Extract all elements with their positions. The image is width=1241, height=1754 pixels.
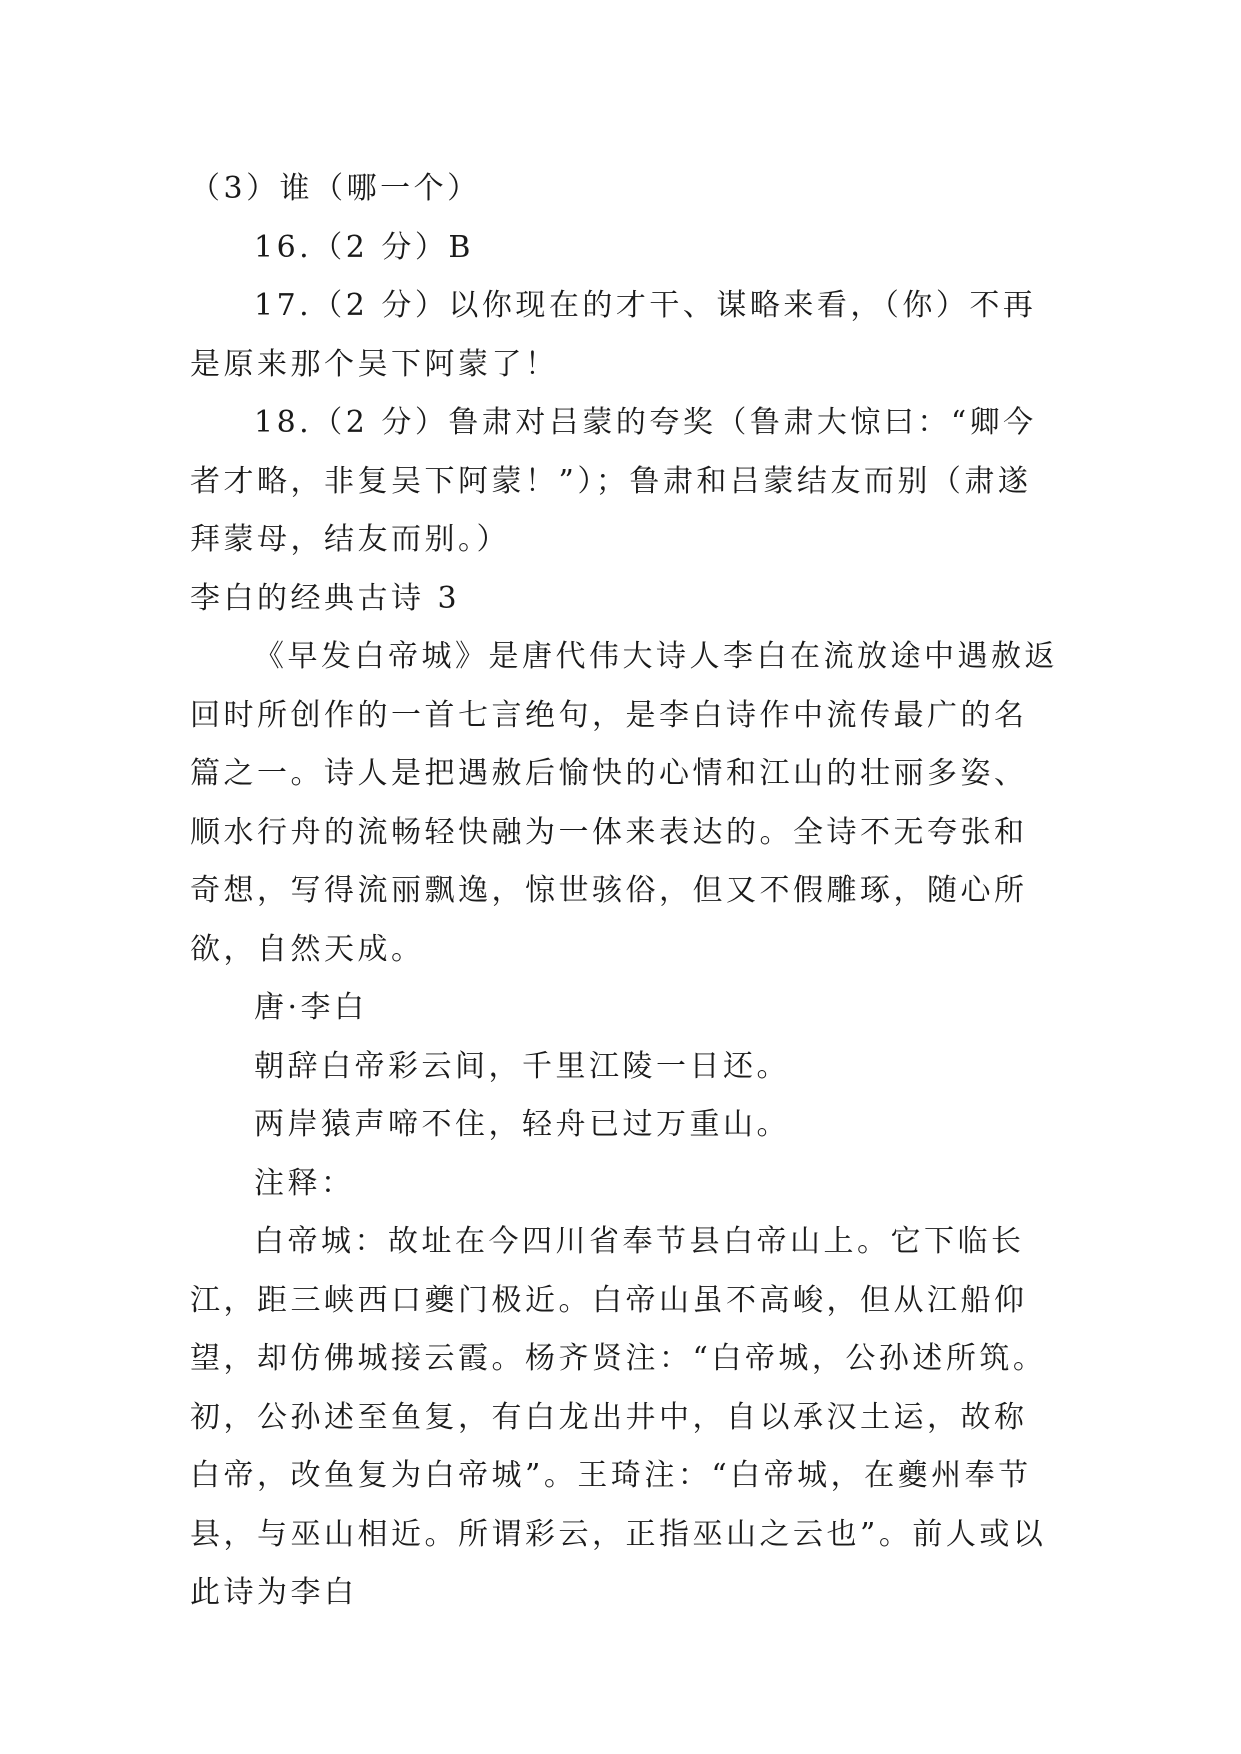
notes-heading: 注释： — [254, 1165, 355, 1201]
answer-17-paragraph: 17.（2 分）以你现在的才干、谋略来看，（你）不再是原来那个吴下阿蒙了！ — [190, 288, 1037, 382]
answer-16-paragraph: 16.（2 分）B — [254, 229, 474, 265]
answer-3-paragraph: （3）谁（哪一个） — [190, 171, 481, 206]
answer-18-paragraph: 18.（2 分）鲁肃对吕蒙的夸奖（鲁肃大惊曰：“卿今者才略，非复吴下阿蒙！”）；鲁肃和吕蒙结友而别（肃遂拜蒙母，结友而别。） — [190, 405, 1037, 557]
poem-line-2: 两岸猿声啼不住，轻舟已过万重山。 — [254, 1107, 790, 1142]
section-title: 李白的经典古诗 3 — [190, 580, 461, 616]
author-line: 唐·李白 — [254, 990, 368, 1025]
poem-line-1: 朝辞白帝彩云间，千里江陵一日还。 — [254, 1048, 790, 1084]
note-baidicheng-paragraph: 白帝城：故址在今四川省奉节县白帝山上。它下临长江，距三峡西口夔门极近。白帝山虽不高峻，但从江船仰望，却仿佛城接云霞。杨齐贤注：“白帝城，公孙述所筑。初，公孙述至鱼复，有白龙出井中，自以承汉土运，故称白帝，改鱼复为白帝城”。王琦注：“白帝城，在夔州奉节县，与巫山相近。所谓彩云，正指巫山之云也”。前人或以此诗为李白 — [190, 1224, 1047, 1610]
document-body — [190, 160, 1060, 1623]
intro-paragraph: 《早发白帝城》是唐代伟大诗人李白在流放途中遇赦返回时所创作的一首七言绝句，是李白诗作中流传最广的名篇之一。诗人是把遇赦后愉快的心情和江山的壮丽多姿、顺水行舟的流畅轻快融为一体来表达的。全诗不无夸张和奇想，写得流丽飘逸，惊世骇俗，但又不假雕琢，随心所欲，自然天成。 — [190, 639, 1058, 967]
